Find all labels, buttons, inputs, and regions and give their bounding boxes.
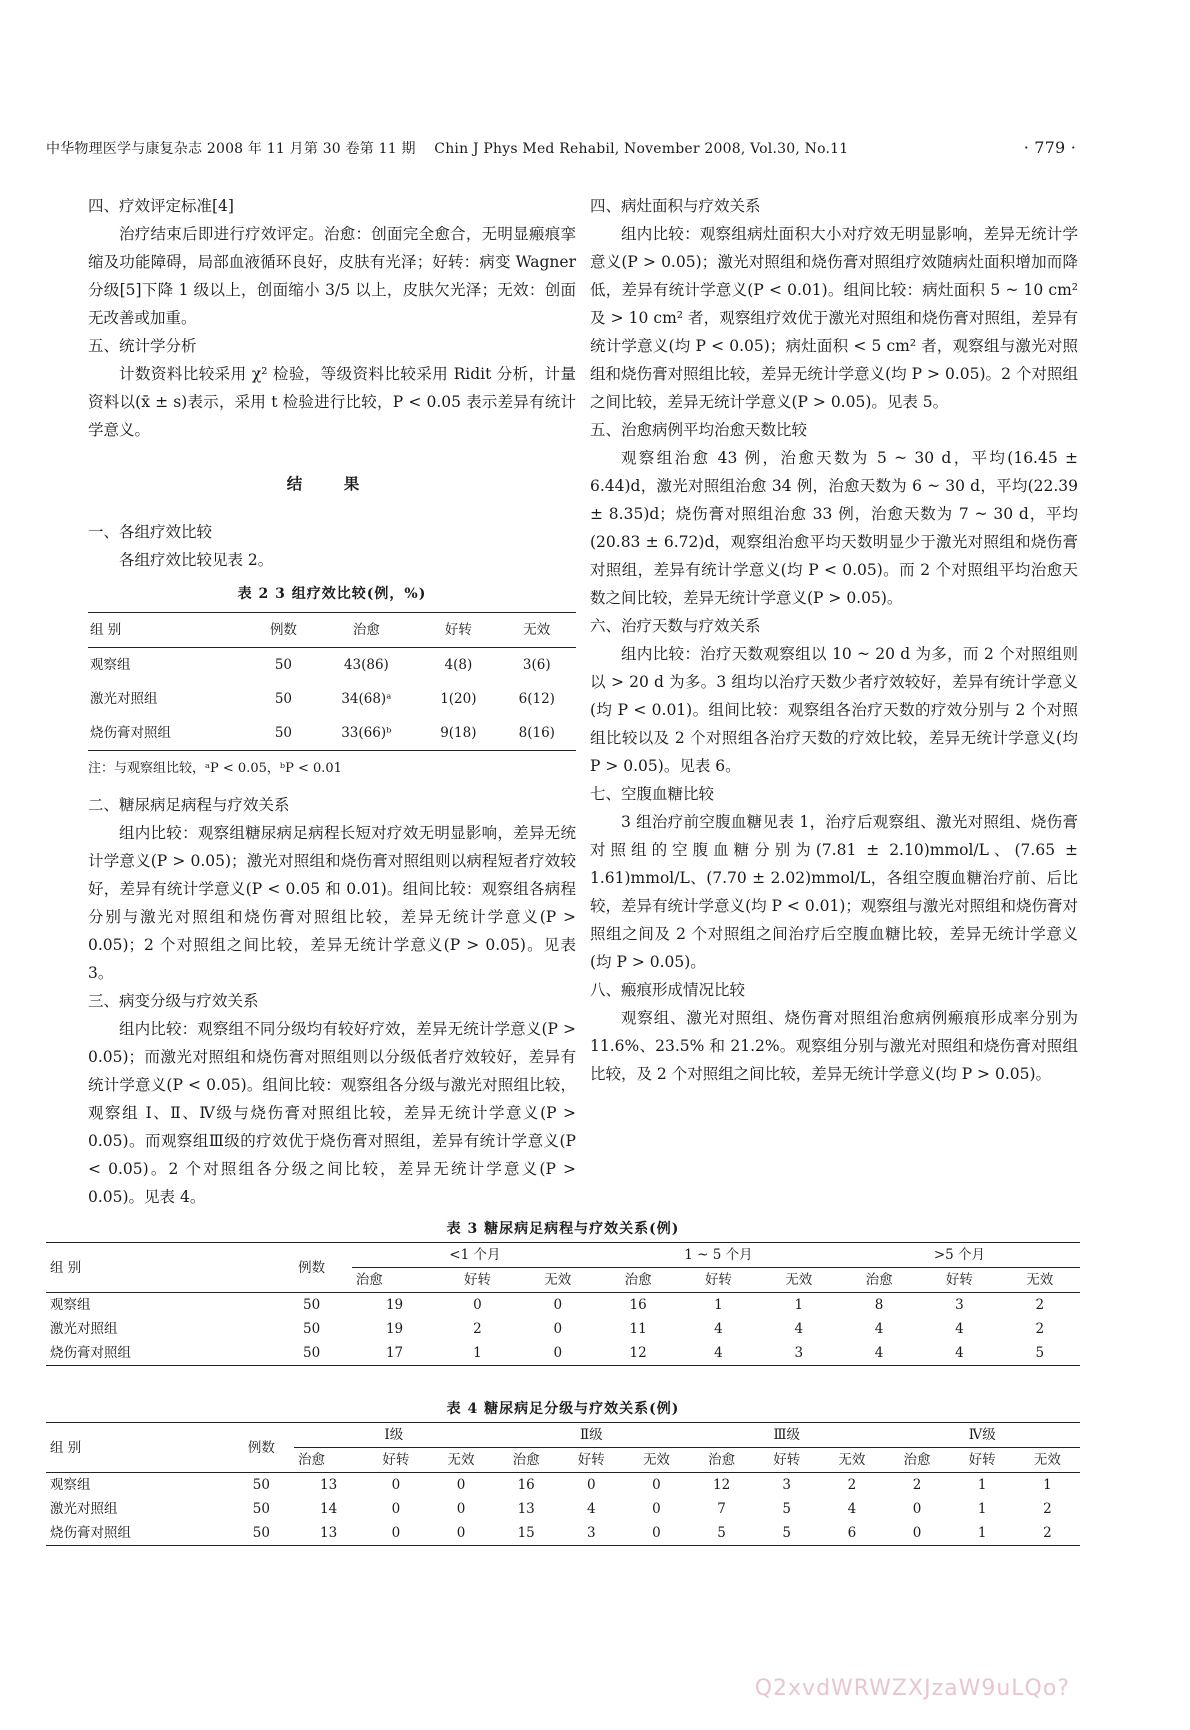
running-header	[46, 138, 1076, 158]
col-header: 组 别	[46, 1423, 229, 1473]
table-row	[46, 1293, 1080, 1318]
table-cell: 激光对照组	[50, 1501, 118, 1517]
sub-header: 无效	[819, 1448, 884, 1473]
paragraph: 观察组治愈 43 例，治愈天数为 5 ~ 30 d，平均(16.45 ± 6.44)d，激光对照组治愈 34 例，治愈天数为 6 ~ 30 d，平均(22.39 ± 8.35)d；烧伤膏对照组治愈 33 例，治愈天数为 7 ~ 30 d，平均(20.83 ± 6.72)d，观察组治愈平均天数明显少于激光对照组和烧伤膏对照组，差异有统计学意义(均 P < 0.05)。而 2 个对照组平均治愈天数之间比较，差异无统计学意义(P > 0.05)。	[590, 449, 1078, 607]
table-cell: 4	[955, 1321, 964, 1337]
paragraph: 计数资料比较采用 χ² 检验，等级资料比较采用 Ridit 分析，计量资料以(x̄ ± s)表示，采用 t 检验进行比较，P < 0.05 表示差异有统计学意义。	[88, 365, 576, 439]
table-cell: 50	[274, 725, 293, 741]
table-row	[46, 1341, 1080, 1366]
table-cell: 50	[252, 1477, 270, 1493]
journal-title-en: Chin J Phys Med Rehabil, November 2008, Vol.30, No.11	[434, 141, 849, 157]
table-cell: 烧伤膏对照组	[50, 1345, 131, 1361]
table-cell: 33(66)ᵇ	[341, 725, 392, 741]
table-cell: 2	[847, 1477, 857, 1493]
section-heading: 六、治疗天数与疗效关系	[590, 617, 761, 635]
results-heading: 结 果	[286, 474, 378, 493]
table-cell: 0	[456, 1525, 466, 1541]
table-cell: 0	[456, 1501, 466, 1517]
table-2	[88, 612, 576, 751]
span-header: Ⅲ级	[689, 1423, 884, 1448]
table-row	[46, 1497, 1080, 1521]
table-cell: 3	[794, 1345, 804, 1361]
table-3	[46, 1242, 1080, 1366]
section-heading: 一、各组疗效比较	[88, 523, 213, 541]
table-cell: 13	[320, 1477, 338, 1493]
section-heading: 七、空腹血糖比较	[590, 785, 715, 803]
sub-header: 治愈	[494, 1448, 559, 1473]
table-cell: 43(86)	[343, 657, 389, 673]
col-header: 组 别	[46, 1243, 271, 1293]
table-cell: 烧伤膏对照组	[90, 725, 171, 741]
journal-title-cn: 中华物理医学与康复杂志 2008 年 11 月第 30 卷第 11 期	[46, 141, 416, 157]
sub-header: 无效	[624, 1448, 689, 1473]
table-3-block	[46, 1212, 1080, 1366]
sub-header: 治愈	[884, 1448, 949, 1473]
span-header: Ⅰ级	[294, 1423, 494, 1448]
table-cell: 1(20)	[440, 691, 477, 707]
table-row	[46, 1317, 1080, 1341]
table-2-caption: 表 2 3 组疗效比较(例，%)	[237, 586, 427, 602]
sub-header: 好转	[950, 1448, 1015, 1473]
table-cell: 13	[517, 1501, 535, 1517]
watermark-text: Q2xvdWRWZXJzaW9uLQo?	[754, 1676, 1070, 1701]
table-cell: 6(12)	[518, 691, 555, 707]
paragraph: 组内比较：观察组病灶面积大小对疗效无明显影响，差异无统计学意义(P > 0.05)；激光对照组和烧伤膏对照组疗效随病灶面积增加而降低，差异有统计学意义(P < 0.01)。组间比较：病灶面积 5 ~ 10 cm² 及 > 10 cm² 者，观察组疗效优于激光对照组和烧伤膏对照组，差异有统计学意义(均 P < 0.05)；病灶面积 < 5 cm² 者，观察组与激光对照组和烧伤膏对照组比较，差异无统计学意义(均 P > 0.05)。2 个对照组之间比较，差异无统计学意义(P > 0.05)。见表 5。	[590, 225, 1078, 411]
table-cell: 5	[1035, 1345, 1045, 1361]
table-cell: 4	[714, 1321, 723, 1337]
col-header: 好转	[444, 622, 472, 638]
table-cell: 观察组	[90, 657, 131, 673]
table-cell: 3	[782, 1477, 792, 1493]
sub-header: 治愈	[839, 1268, 919, 1293]
table-cell: 7	[717, 1501, 726, 1517]
span-header: Ⅱ级	[494, 1423, 689, 1448]
table-cell: 烧伤膏对照组	[50, 1525, 131, 1541]
table-cell: 0	[391, 1477, 401, 1493]
table-cell: 8(16)	[518, 725, 555, 741]
table-cell: 11	[629, 1321, 647, 1337]
page-number: · 779 ·	[1023, 138, 1076, 157]
table-cell: 19	[385, 1321, 404, 1337]
span-header: <1 个月	[352, 1243, 598, 1268]
left-column	[88, 192, 576, 1211]
table-cell: 14	[320, 1501, 338, 1517]
sub-header: 无效	[759, 1268, 839, 1293]
table-cell: 2	[1043, 1525, 1052, 1541]
table-cell: 13	[320, 1525, 338, 1541]
right-column	[590, 192, 1078, 1088]
section-heading: 三、病变分级与疗效关系	[88, 992, 259, 1010]
sub-header: 无效	[1000, 1268, 1080, 1293]
table-cell: 8	[874, 1297, 884, 1313]
table-cell: 4(8)	[444, 657, 473, 673]
table-cell: 19	[385, 1297, 404, 1313]
table-cell: 0	[652, 1501, 661, 1517]
table-cell: 2	[1035, 1321, 1045, 1337]
section-heading: 四、病灶面积与疗效关系	[590, 197, 761, 215]
table-row	[46, 1473, 1080, 1498]
sub-header: 好转	[754, 1448, 819, 1473]
table-cell: 1	[977, 1477, 987, 1493]
span-header: Ⅳ级	[884, 1423, 1080, 1448]
table-3-caption: 表 3 糖尿病足病程与疗效关系(例)	[446, 1221, 680, 1237]
span-header: 1 ~ 5 个月	[598, 1243, 839, 1268]
table-cell: 50	[252, 1525, 270, 1541]
table-cell: 0	[391, 1501, 401, 1517]
table-cell: 0	[553, 1321, 563, 1337]
table-cell: 50	[274, 657, 293, 673]
table-cell: 2	[1043, 1501, 1052, 1517]
section-heading: 五、治愈病例平均治愈天数比较	[590, 421, 808, 439]
table-4-caption: 表 4 糖尿病足分级与疗效关系(例)	[446, 1401, 680, 1417]
paragraph: 组内比较：观察组不同分级均有较好疗效，差异无统计学意义(P > 0.05)；而激光对照组和烧伤膏对照组则以分级低者疗效较好，差异有统计学意义(P < 0.05)。组间比较：观察组各分级与激光对照组比较，观察组 Ⅰ、Ⅱ、Ⅳ级与烧伤膏对照组比较，差异无统计学意义(P > 0.05)。而观察组Ⅲ级的疗效优于烧伤膏对照组，差异有统计学意义(P < 0.05)。2 个对照组各分级之间比较，差异无统计学意义(P > 0.05)。见表 4。	[88, 1020, 576, 1206]
paragraph: 各组疗效比较见表 2。	[119, 551, 274, 569]
table-cell: 0	[456, 1477, 466, 1493]
table-row	[88, 648, 576, 683]
table-cell: 1	[977, 1501, 987, 1517]
table-row	[88, 716, 576, 751]
table-cell: 3	[587, 1525, 596, 1541]
table-cell: 1	[714, 1297, 723, 1313]
table-cell: 4	[847, 1501, 857, 1517]
col-header: 例数	[271, 1243, 351, 1293]
table-cell: 16	[517, 1477, 535, 1493]
table-cell: 1	[794, 1297, 804, 1313]
table-cell: 0	[553, 1297, 563, 1313]
paragraph: 组内比较：观察组糖尿病足病程长短对疗效无明显影响，差异无统计学意义(P > 0.05)；激光对照组和烧伤膏对照组则以病程短者疗效较好，差异有统计学意义(P < 0.05 和 0.01)。组间比较：观察组各病程分别与激光对照组和烧伤膏对照组比较，差异无统计学意义(P > 0.05)；2 个对照组之间比较，差异无统计学意义(P > 0.05)。见表 3。	[88, 824, 576, 982]
table-cell: 3(6)	[522, 657, 551, 673]
table-cell: 4	[874, 1345, 884, 1361]
table-cell: 34(68)ᵃ	[341, 691, 392, 707]
paragraph: 观察组、激光对照组、烧伤膏对照组治愈病例瘢痕形成率分别为 11.6%、23.5% 和 21.2%。观察组分别与激光对照组和烧伤膏对照组比较，及 2 个对照组之间比较，差异无统计学意义(均 P > 0.05)。	[590, 1009, 1078, 1083]
table-cell: 观察组	[50, 1297, 91, 1313]
table-row	[88, 682, 576, 716]
table-4-block	[46, 1392, 1080, 1546]
table-cell: 激光对照组	[90, 691, 158, 707]
table-cell: 5	[717, 1525, 726, 1541]
table-cell: 0	[553, 1345, 563, 1361]
sub-header: 无效	[518, 1268, 598, 1293]
table-cell: 2	[912, 1477, 922, 1493]
table-cell: 12	[629, 1345, 647, 1361]
table-cell: 15	[517, 1525, 535, 1541]
table-cell: 0	[912, 1501, 922, 1517]
table-cell: 1	[1043, 1477, 1052, 1493]
table-cell: 50	[303, 1297, 321, 1313]
sub-header: 好转	[678, 1268, 758, 1293]
paragraph: 组内比较：治疗天数观察组以 10 ~ 20 d 为多，而 2 个对照组则以 > 20 d 为多。3 组均以治疗天数少者疗效较好，差异有统计学意义(均 P < 0.01)。组间比较：观察组各治疗天数的疗效分别与 2 个对照组比较以及 2 个对照组各治疗天数的疗效比较，差异无统计学意义(均 P > 0.05)。见表 6。	[590, 645, 1078, 775]
sub-header: 治愈	[294, 1448, 363, 1473]
table-cell: 0	[912, 1525, 922, 1541]
table-cell: 0	[391, 1525, 401, 1541]
table-cell: 1	[977, 1525, 987, 1541]
col-header: 组 别	[90, 622, 122, 638]
table-cell: 4	[955, 1345, 964, 1361]
table-cell: 4	[714, 1345, 723, 1361]
col-header: 例数	[229, 1423, 294, 1473]
table-cell: 0	[652, 1477, 661, 1493]
table-cell: 观察组	[50, 1477, 91, 1493]
table-cell: 50	[303, 1345, 321, 1361]
span-header: >5 个月	[839, 1243, 1080, 1268]
table-cell: 0	[473, 1297, 482, 1313]
sub-header: 好转	[559, 1448, 624, 1473]
sub-header: 治愈	[352, 1268, 438, 1293]
table-cell: 50	[303, 1321, 321, 1337]
table-cell: 50	[252, 1501, 270, 1517]
table-cell: 9(18)	[440, 725, 477, 741]
paragraph: 3 组治疗前空腹血糖见表 1，治疗后观察组、激光对照组、烧伤膏对照组的空腹血糖分别为(7.81 ± 2.10)mmol/L、(7.65 ± 1.61)mmol/L、(7.70 ± 2.02)mmol/L，各组空腹血糖治疗前、后比较，差异有统计学意义(均 P < 0.01)；观察组与激光对照组和烧伤膏对照组之间及 2 个对照组之间治疗后空腹血糖比较，差异无统计学意义(均 P > 0.05)。	[590, 813, 1078, 971]
table-cell: 3	[955, 1297, 964, 1313]
table-cell: 5	[782, 1525, 792, 1541]
paragraph: 治疗结束后即进行疗效评定。治愈：创面完全愈合，无明显瘢痕挛缩及功能障碍，局部血液循环良好，皮肤有光泽；好转：病变 Wagner 分级[5]下降 1 级以上，创面缩小 3/5 以上，皮肤欠光泽；无效：创面无改善或加重。	[88, 225, 576, 327]
table-cell: 4	[587, 1501, 596, 1517]
table-cell: 4	[794, 1321, 804, 1337]
table-cell: 2	[1035, 1297, 1045, 1313]
sub-header: 好转	[363, 1448, 428, 1473]
sub-header: 好转	[437, 1268, 517, 1293]
sub-header: 治愈	[689, 1448, 754, 1473]
section-heading: 二、糖尿病足病程与疗效关系	[88, 796, 290, 814]
table-cell: 激光对照组	[50, 1321, 118, 1337]
table-cell: 0	[652, 1525, 661, 1541]
table-cell: 1	[473, 1345, 482, 1361]
sub-header: 无效	[1015, 1448, 1080, 1473]
table-cell: 4	[874, 1321, 884, 1337]
table-cell: 0	[587, 1477, 596, 1493]
table-cell: 12	[712, 1477, 731, 1493]
table-cell: 5	[782, 1501, 792, 1517]
table-cell: 6	[847, 1525, 857, 1541]
table-2-note: 注：与观察组比较，ᵃP < 0.05，ᵇP < 0.01	[88, 761, 342, 776]
col-header: 治愈	[352, 622, 380, 638]
table-cell: 50	[274, 691, 293, 707]
sub-header: 无效	[428, 1448, 493, 1473]
table-cell: 17	[385, 1345, 404, 1361]
table-cell: 16	[629, 1297, 647, 1313]
table-cell: 2	[473, 1321, 482, 1337]
sub-header: 治愈	[598, 1268, 678, 1293]
col-header: 无效	[523, 622, 551, 638]
section-heading: 八、瘢痕形成情况比较	[590, 981, 746, 999]
sub-header: 好转	[919, 1268, 999, 1293]
section-heading: 四、疗效评定标准[4]	[88, 197, 234, 215]
section-heading: 五、统计学分析	[88, 337, 197, 355]
table-4	[46, 1422, 1080, 1546]
table-row	[46, 1521, 1080, 1546]
col-header: 例数	[269, 622, 297, 638]
